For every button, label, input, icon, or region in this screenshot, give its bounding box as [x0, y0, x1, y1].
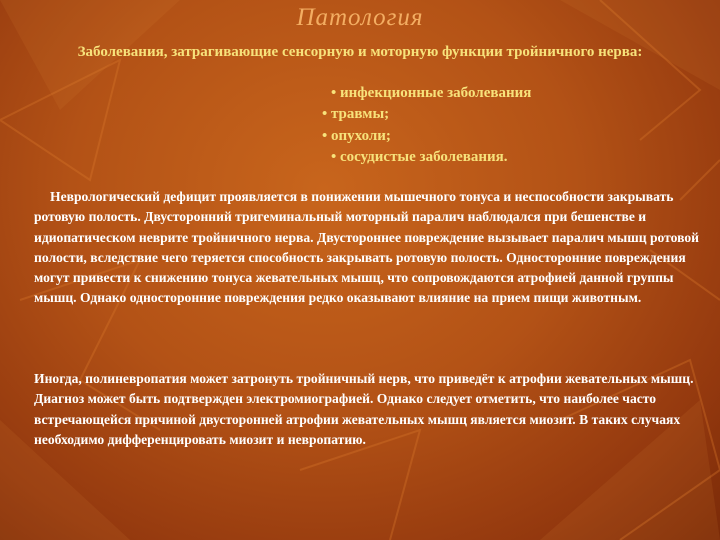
bullet-item: • сосудистые заболевания.	[331, 149, 508, 165]
bullet-item: • инфекционные заболевания	[331, 85, 532, 101]
bullet-item: • травмы;	[322, 106, 390, 122]
body-paragraph-1: Неврологический дефицит проявляется в понижении мышечного тонуса и неспособности закрывать ротовую полость. Двусторонний тригеминальный моторный паралич наблюдался при бешенстве и идиопатическом неврите тройничного нерва. Двустороннее повреждение вызывает паралич мышц ротовой полости, вследствие чего теряется способность закрывать ротовую полость. Односторонние повреждения могут привести к снижению тонуса жевательных мышц, что сопровождаются атрофией данной группы мышц. Однако односторонние повреждения редко оказывают влияние на прием пищи животным.	[34, 189, 699, 306]
slide-subtitle: Заболевания, затрагивающие сенсорную и моторную функции тройничного нерва:	[77, 44, 643, 60]
slide-title: Патология	[296, 4, 424, 31]
body-paragraph-2: Иногда, полиневропатия может затронуть тройничный нерв, что приведёт к атрофии жевательных мышц. Диагноз может быть подтвержден электромиографией. Однако следует отметить, что наиболее часто встречающейся причиной двусторонней атрофии жевательных мышц является миозит. В таких случаях необходимо дифференцировать миозит и невропатию.	[34, 371, 694, 447]
bullet-item: • опухоли;	[322, 128, 391, 144]
